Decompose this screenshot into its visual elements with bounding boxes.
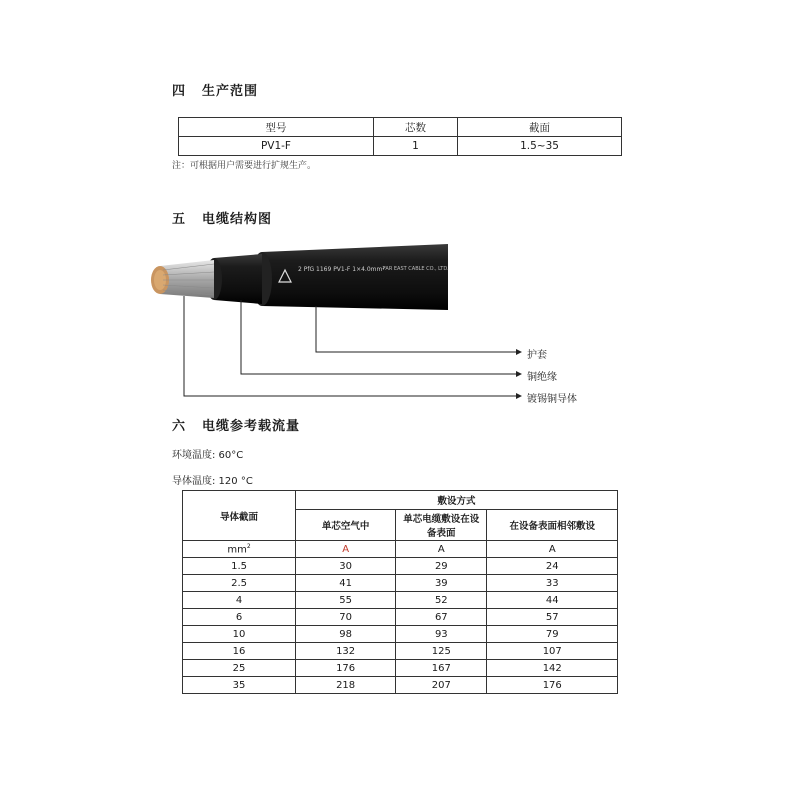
cell-value: 107	[487, 643, 618, 660]
cell-value: 39	[396, 575, 487, 592]
section-6-heading	[172, 415, 300, 434]
unit-a: A	[296, 541, 396, 558]
cell-section: 10	[183, 626, 296, 643]
cell-value: 93	[396, 626, 487, 643]
section-4-title: 生产范围	[202, 84, 259, 99]
leader-lines	[184, 296, 516, 396]
conductor-temperature: 导体温度: 120 °C	[172, 476, 253, 487]
cell-value: 207	[396, 677, 487, 694]
cable-print-text: 2 PfG 1169 PV1-F 1×4.0mm²	[298, 266, 385, 273]
table-header-row	[183, 491, 618, 510]
section-5-number: 五	[172, 212, 187, 227]
header-laying-method: 敷设方式	[296, 491, 618, 510]
cell-value: 55	[296, 592, 396, 609]
unit-a: A	[487, 541, 618, 558]
cell-value: 132	[296, 643, 396, 660]
cell-value: 29	[396, 558, 487, 575]
label-jacket: 护套	[527, 350, 547, 361]
cell-value: 98	[296, 626, 396, 643]
header-model: 型号	[179, 118, 374, 137]
cell-value: 44	[487, 592, 618, 609]
cell-value: 176	[296, 660, 396, 677]
header-single-core-surface: 单芯电缆敷设在设备表面	[396, 510, 487, 541]
cell-cores: 1	[373, 137, 457, 156]
cell-section: 6	[183, 609, 296, 626]
ambient-temperature: 环境温度: 60°C	[172, 450, 244, 461]
unit-row	[183, 541, 618, 558]
cell-section: 25	[183, 660, 296, 677]
cell-value: 57	[487, 609, 618, 626]
cell-section: 1.5	[183, 558, 296, 575]
cell-value: 142	[487, 660, 618, 677]
table-row	[183, 626, 618, 643]
cell-value: 167	[396, 660, 487, 677]
cell-value: 30	[296, 558, 396, 575]
unit-superscript: 2	[246, 542, 251, 550]
ampacity-table	[182, 490, 618, 694]
cell-model: PV1-F	[179, 137, 374, 156]
cable-conductor	[151, 260, 214, 298]
cell-value: 41	[296, 575, 396, 592]
header-section: 截面	[458, 118, 622, 137]
table-row	[183, 609, 618, 626]
cell-value: 24	[487, 558, 618, 575]
cell-section: 35	[183, 677, 296, 694]
label-insulation: 铜绝缘	[527, 372, 557, 383]
table-row	[183, 592, 618, 609]
cell-value: 218	[296, 677, 396, 694]
section-4-number: 四	[172, 84, 187, 99]
cable-brand-text: FAR EAST CABLE CO., LTD.	[383, 266, 449, 272]
cell-value: 176	[487, 677, 618, 694]
label-conductor: 镀锡铜导体	[527, 394, 577, 405]
cell-value: 125	[396, 643, 487, 660]
unit-mm-text: mm	[227, 544, 247, 556]
table-row	[183, 558, 618, 575]
table-row	[183, 643, 618, 660]
header-conductor-section: 导体截面	[183, 491, 296, 541]
cell-value: 52	[396, 592, 487, 609]
cell-value: 79	[487, 626, 618, 643]
header-single-core-air: 单芯空气中	[296, 510, 396, 541]
cell-value: 33	[487, 575, 618, 592]
cell-value: 70	[296, 609, 396, 626]
cell-section: 16	[183, 643, 296, 660]
table-row	[183, 660, 618, 677]
cell-section: 1.5~35	[458, 137, 622, 156]
cell-section: 2.5	[183, 575, 296, 592]
table-row	[183, 677, 618, 694]
header-cores: 芯数	[373, 118, 457, 137]
section-6-title: 电缆参考载流量	[202, 419, 301, 434]
header-adjacent-surface: 在设备表面相邻敷设	[487, 510, 618, 541]
unit-mm2	[183, 541, 296, 558]
cell-section: 4	[183, 592, 296, 609]
note-text: 注：可根据用户需要进行扩规生产。	[172, 161, 317, 171]
cell-value: 67	[396, 609, 487, 626]
section-6-number: 六	[172, 419, 187, 434]
leader-line-jacket	[316, 306, 516, 352]
cable-insulation	[206, 254, 262, 304]
section-5-title: 电缆结构图	[202, 212, 273, 227]
table-row	[183, 575, 618, 592]
unit-a: A	[396, 541, 487, 558]
